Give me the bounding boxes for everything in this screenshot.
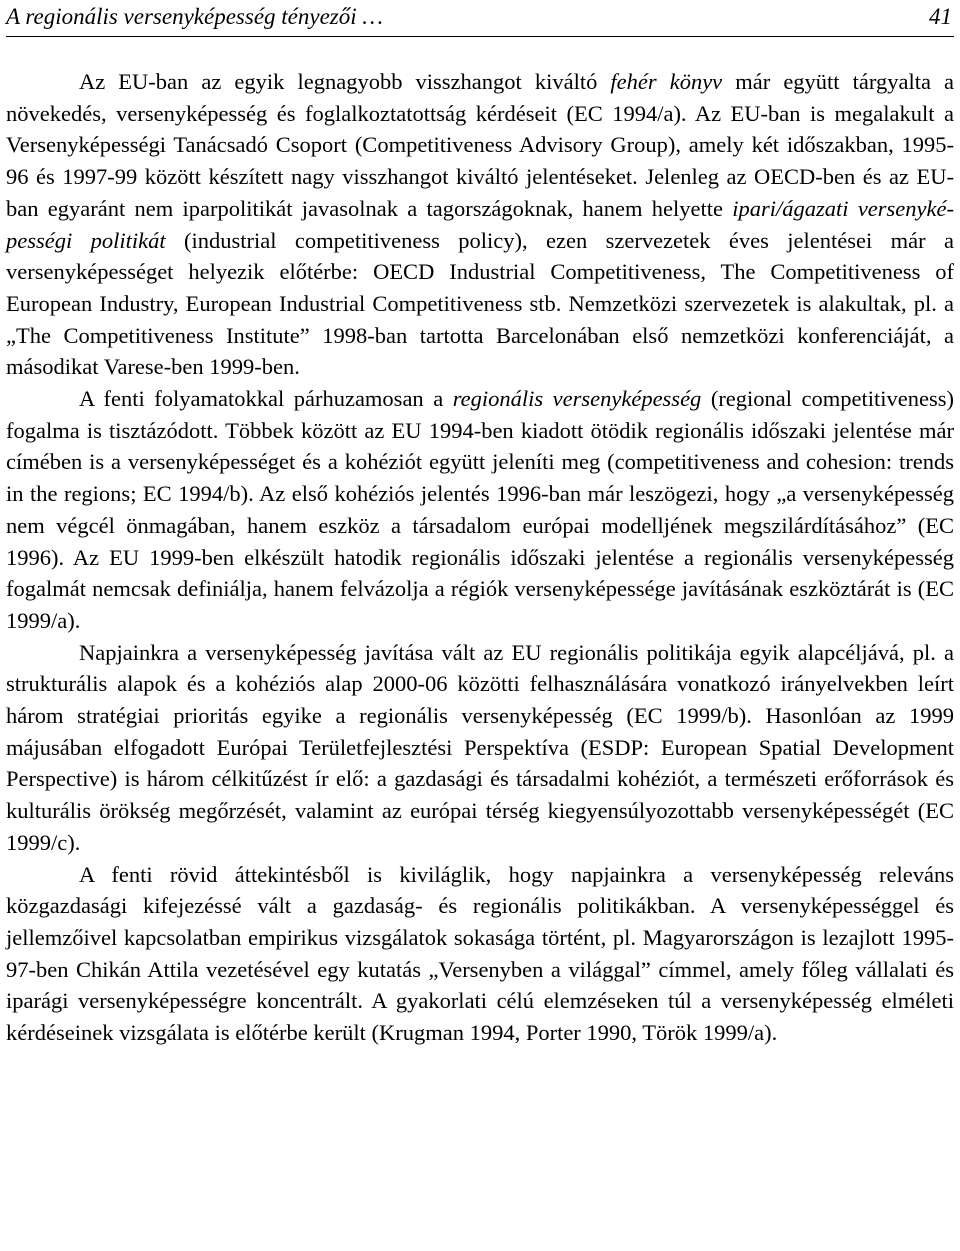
italic-term: ipari/ágazati versenyképességi politikát [6,195,954,253]
text-run: (industrial competitiveness policy), ezen szervezetek éves jelentései már a versenyképességet helyezik előtérbe: OECD Industrial Competitiveness, The Competitiveness of European Industry, European Industrial Competitiveness stb. Nemzetközi szervezetek is alakultak, pl. a „The Competitiveness Institute” 1998-ban tartotta Barcelonában első nemzetközi konferenciáját, a másodikat Varese-ben 1999-ben. [6,227,954,380]
paragraph [6,66,954,383]
text-run: Az EU-ban az egyik legnagyobb visszhangot kiváltó [79,69,611,94]
running-header-title: A regionális versenyképesség tényezői … [6,4,383,29]
text-run: (regional competitiveness) fogalma is tisztázódott. Többek között az EU 1994-ben kiadott ötödik regionális időszaki jelentése már címében is a versenyképességet és a kohéziót együtt jeleníti meg (competitiveness and cohesion: trends in the regions; EC 1994/b). Az első kohéziós jelentés 1996-ban már leszögezi, hogy „a versenyképesség nem végcél önmagában, hanem eszköz a társadalom európai modelljének megszilárdításához” (EC 1996). Az EU 1999-ben elkészült hatodik regionális időszaki jelentése a regionális versenyképesség fogalmát nemcsak definiálja, hanem felvázolja a régiók versenyképessége javításának eszköztárát is (EC 1999/a). [6,386,955,633]
text-run: A fenti folyamatokkal párhuzamosan a [79,386,453,412]
italic-term: fehér könyv [610,69,723,94]
italic-term: regionális versenyképesség [452,386,702,412]
paragraph [6,637,954,859]
body-text [6,66,954,1049]
paragraph [6,859,954,1049]
text-run: A fenti rövid áttekintésből is kiviláglik, hogy napjainkra a versenyképesség releváns közgazdasági kifejezéssé vált a gazdaság- és regionális politikákban. A versenyképességgel és jellemzőivel kapcsolatban empirikus vizsgálatok sokasága történt, pl. Magyarországon is lezajlott 1995-97-ben Chikán Attila vezetésével egy kutatás „Versenyben a világgal” címmel, amely főleg vállalati és iparági versenyképességre koncentrált. A gyakorlati célú elemzéseken túl a versenyképesség elméleti kérdéseinek vizsgálata is előtérbe került (Krugman 1994, Porter 1990, Török 1999/a). [6,861,954,1046]
text-run: Napjainkra a versenyképesség javítása vált az EU regionális politikája egyik alapcéljává, pl. a strukturális alapok és a kohéziós alap 2000-06 közötti felhasználására vonatkozó irányelvekben leírt három stratégiai prioritás egyike a regionális versenyképesség (EC 1999/b). Hasonlóan az 1999 májusában elfogadott Európai Területfejlesztési Perspektíva (ESDP: European Spatial Development Perspective) is három célkitűzést ír elő: a gazdasági és társadalmi kohéziót, a természeti erőforrások és kulturális örökség megőrzését, valamint az európai térség kiegyensúlyozottabb versenyképességét (EC 1999/c). [6,639,954,855]
paragraph [6,383,954,637]
running-header [6,0,954,37]
page-number: 41 [929,4,952,29]
text-run: már együtt tárgyalta a növekedés, versenyképesség és foglalkoztatottság kérdéseit (EC 1994/a). Az EU-ban is megalakult a Versenyképességi Tanácsadó Csoport (Competitiveness Advisory Group), amely két időszakban, 1995-96 és 1997-99 között készített nagy visszhangot kiváltó jelentéseket. Jelenleg az OECD-ben és az EU-ban egyaránt nem iparpolitikát javasolnak a tagországoknak, hanem helyette [6,69,954,221]
